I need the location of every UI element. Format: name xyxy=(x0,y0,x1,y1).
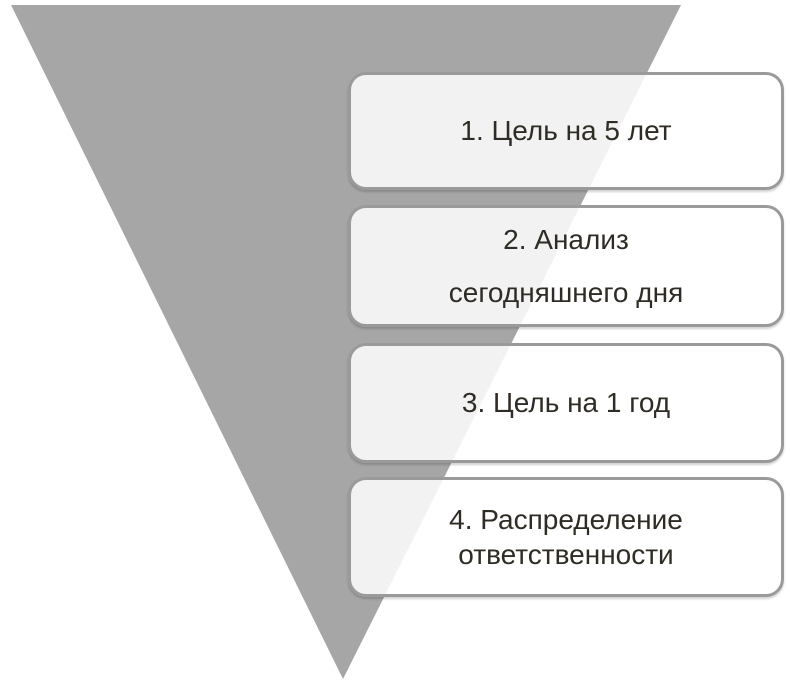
step-box-1-text xyxy=(351,116,781,145)
step-box-2-line-1: 2. Анализ xyxy=(503,224,629,256)
step-box-4-text xyxy=(351,505,781,570)
step-box-3-text xyxy=(351,388,781,417)
step-box-2 xyxy=(348,205,784,327)
step-box-4-line-2: ответственности xyxy=(458,539,674,570)
step-box-1 xyxy=(348,72,784,190)
step-box-2-text xyxy=(351,225,781,307)
step-box-4 xyxy=(348,477,784,597)
step-box-2-line-2: сегодняшнего дня xyxy=(448,276,684,308)
step-box-3 xyxy=(348,343,784,463)
step-box-3-line-1: 3. Цель на 1 год xyxy=(461,387,671,419)
step-box-4-line-1: 4. Распределение xyxy=(449,503,683,535)
step-box-1-line-1: 1. Цель на 5 лет xyxy=(460,115,672,147)
